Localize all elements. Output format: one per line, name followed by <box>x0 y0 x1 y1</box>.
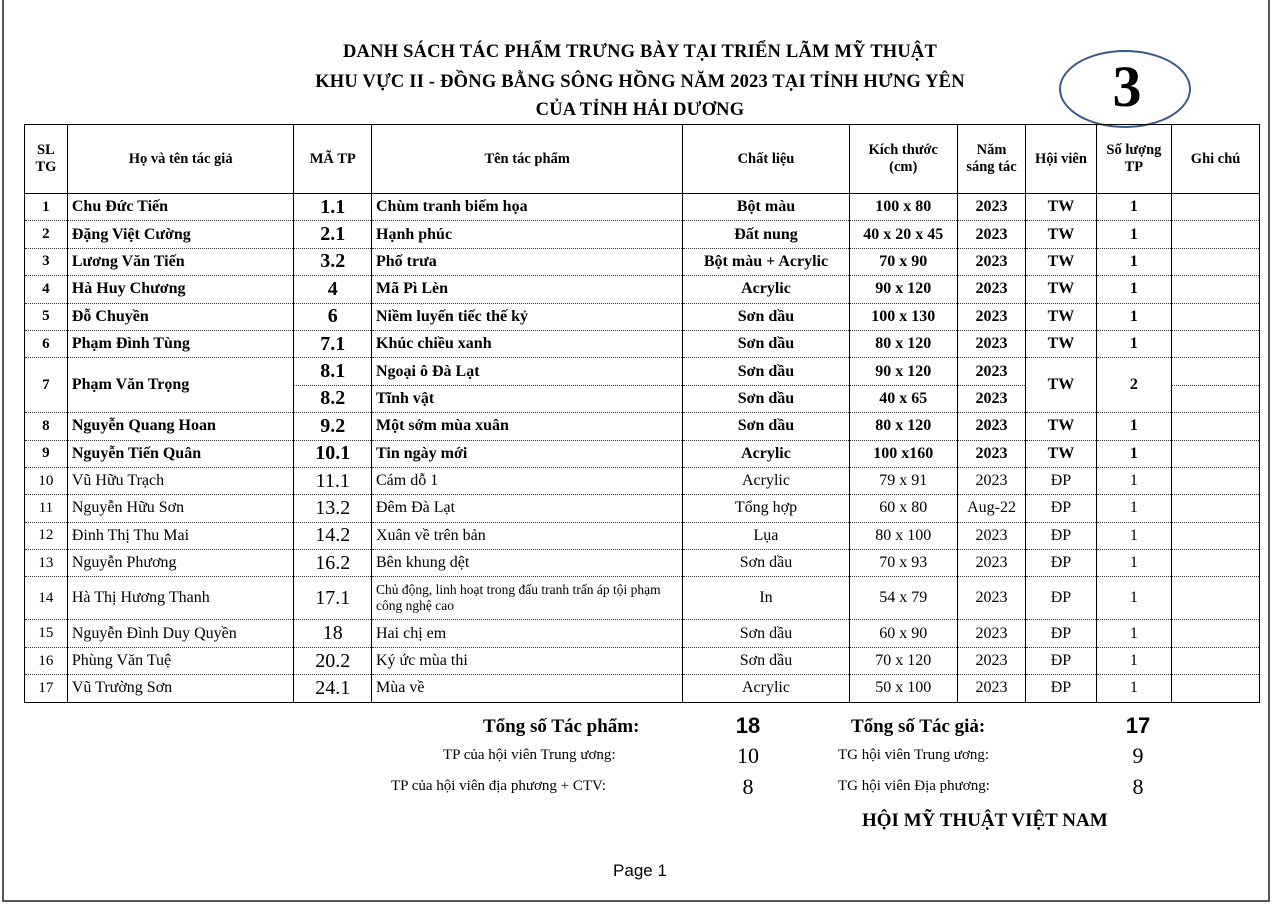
cell-material: Sơn dầu <box>683 358 849 385</box>
cell-note <box>1172 194 1260 221</box>
cell-code: 8.2 <box>294 385 372 412</box>
cell-work: Hai chị em <box>372 620 683 647</box>
header-material: Chất liệu <box>683 125 849 194</box>
cell-year: 2023 <box>957 303 1025 330</box>
cell-member: ĐP <box>1026 467 1096 494</box>
cell-qty: 1 <box>1096 221 1172 248</box>
cell-work: Bên khung dệt <box>372 550 683 577</box>
cell-code: 17.1 <box>294 577 372 620</box>
cell-material: Sơn dầu <box>683 330 849 357</box>
cell-sl: 5 <box>25 303 68 330</box>
table-row <box>25 330 1260 357</box>
cell-year: Aug-22 <box>957 495 1025 522</box>
cell-sl: 14 <box>25 577 68 620</box>
cell-member: TW <box>1026 358 1096 413</box>
cell-work: Tin ngày mới <box>372 440 683 467</box>
header-work: Tên tác phẩm <box>372 125 683 194</box>
header-sl: SL TG <box>25 125 68 194</box>
cell-size: 60 x 90 <box>849 620 957 647</box>
cell-note <box>1172 303 1260 330</box>
cell-work: Phố trưa <box>372 248 683 275</box>
cell-work: Niềm luyến tiếc thế kỷ <box>372 303 683 330</box>
cell-qty: 1 <box>1096 577 1172 620</box>
cell-size: 70 x 93 <box>849 550 957 577</box>
cell-year: 2023 <box>957 440 1025 467</box>
cell-member: TW <box>1026 276 1096 303</box>
cell-code: 4 <box>294 276 372 303</box>
cell-name: Hà Huy Chương <box>67 276 294 303</box>
cell-note <box>1172 467 1260 494</box>
cell-note <box>1172 620 1260 647</box>
table-row <box>25 440 1260 467</box>
cell-note <box>1172 413 1260 440</box>
cell-name: Phùng Văn Tuệ <box>67 647 294 674</box>
table-row <box>25 194 1260 221</box>
cell-size: 80 x 120 <box>849 413 957 440</box>
header-year: Năm sáng tác <box>957 125 1025 194</box>
cell-name: Đinh Thị Thu Mai <box>67 522 294 549</box>
cell-work: Đêm Đà Lạt <box>372 495 683 522</box>
cell-sl: 13 <box>25 550 68 577</box>
cell-name: Nguyễn Đình Duy Quyền <box>67 620 294 647</box>
cell-year: 2023 <box>957 647 1025 674</box>
cell-member: ĐP <box>1026 577 1096 620</box>
cell-size: 80 x 120 <box>849 330 957 357</box>
cell-code: 6 <box>294 303 372 330</box>
cell-size: 100 x160 <box>849 440 957 467</box>
cell-note <box>1172 577 1260 620</box>
cell-size: 100 x 80 <box>849 194 957 221</box>
dp-works-label: TP của hội viên địa phương + CTV: <box>391 778 606 794</box>
cell-name: Nguyễn Phương <box>67 550 294 577</box>
table-row <box>25 413 1260 440</box>
cell-material: Lụa <box>683 522 849 549</box>
cell-name: Vũ Hữu Trạch <box>67 467 294 494</box>
cell-material: In <box>683 577 849 620</box>
cell-size: 54 x 79 <box>849 577 957 620</box>
cell-note <box>1172 675 1260 702</box>
table-row <box>25 577 1260 620</box>
cell-member: TW <box>1026 330 1096 357</box>
cell-material: Sơn dầu <box>683 385 849 412</box>
total-authors-label: Tổng số Tác giả: <box>851 716 986 737</box>
cell-name: Nguyễn Quang Hoan <box>67 413 294 440</box>
dp-authors-value: 8 <box>1132 774 1144 799</box>
table-row <box>25 248 1260 275</box>
cell-work: Mùa về <box>372 675 683 702</box>
cell-member: TW <box>1026 248 1096 275</box>
cell-qty: 1 <box>1096 413 1172 440</box>
cell-member: ĐP <box>1026 550 1096 577</box>
dp-works-value: 8 <box>742 774 754 799</box>
cell-material: Sơn dầu <box>683 620 849 647</box>
cell-sl: 1 <box>25 194 68 221</box>
cell-code: 1.1 <box>294 194 372 221</box>
cell-note <box>1172 248 1260 275</box>
table-header-row <box>25 125 1260 194</box>
cell-size: 40 x 65 <box>849 385 957 412</box>
cell-code: 24.1 <box>294 675 372 702</box>
cell-work: Tĩnh vật <box>372 385 683 412</box>
cell-note <box>1172 276 1260 303</box>
cell-year: 2023 <box>957 522 1025 549</box>
cell-name: Đỗ Chuyền <box>67 303 294 330</box>
cell-work: Xuân về trên bản <box>372 522 683 549</box>
table-row <box>25 675 1260 702</box>
cell-sl: 17 <box>25 675 68 702</box>
header-name: Họ và tên tác giả <box>67 125 294 194</box>
cell-note <box>1172 647 1260 674</box>
cell-material: Acrylic <box>683 276 849 303</box>
cell-member: TW <box>1026 413 1096 440</box>
cell-work: Khúc chiều xanh <box>372 330 683 357</box>
cell-work: Ký ức mùa thi <box>372 647 683 674</box>
total-works-value: 18 <box>735 713 761 738</box>
tw-authors-value: 9 <box>1132 743 1144 768</box>
title-line-3: CỦA TỈNH HẢI DƯƠNG <box>535 100 745 120</box>
cell-qty: 1 <box>1096 647 1172 674</box>
organization-name: HỘI MỸ THUẬT VIỆT NAM <box>862 810 1108 831</box>
cell-name: Nguyễn Hữu Sơn <box>67 495 294 522</box>
cell-material: Acrylic <box>683 440 849 467</box>
cell-code: 3.2 <box>294 248 372 275</box>
cell-material: Sơn dầu <box>683 303 849 330</box>
cell-work: Một sớm mùa xuân <box>372 413 683 440</box>
cell-code: 9.2 <box>294 413 372 440</box>
cell-qty: 1 <box>1096 467 1172 494</box>
cell-work: Hạnh phúc <box>372 221 683 248</box>
cell-qty: 1 <box>1096 303 1172 330</box>
cell-sl: 15 <box>25 620 68 647</box>
page-footer: Page 1 <box>613 861 667 880</box>
cell-sl: 2 <box>25 221 68 248</box>
tw-authors-label: TG hội viên Trung ương: <box>838 747 990 763</box>
cell-material: Acrylic <box>683 675 849 702</box>
cell-code: 18 <box>294 620 372 647</box>
cell-size: 90 x 120 <box>849 358 957 385</box>
cell-material: Sơn dầu <box>683 647 849 674</box>
cell-year: 2023 <box>957 467 1025 494</box>
cell-member: TW <box>1026 303 1096 330</box>
cell-member: TW <box>1026 221 1096 248</box>
cell-year: 2023 <box>957 358 1025 385</box>
cell-size: 40 x 20 x 45 <box>849 221 957 248</box>
cell-size: 50 x 100 <box>849 675 957 702</box>
table-row <box>25 620 1260 647</box>
title-line-2: KHU VỰC II - ĐỒNG BẰNG SÔNG HỒNG NĂM 2023 TẠI TỈNH HƯNG YÊN <box>315 72 965 92</box>
total-authors-value: 17 <box>1125 713 1151 738</box>
cell-note <box>1172 330 1260 357</box>
cell-sl: 9 <box>25 440 68 467</box>
cell-size: 100 x 130 <box>849 303 957 330</box>
cell-material: Sơn dầu <box>683 413 849 440</box>
header-member: Hội viên <box>1026 125 1096 194</box>
cell-year: 2023 <box>957 330 1025 357</box>
cell-member: ĐP <box>1026 522 1096 549</box>
cell-size: 79 x 91 <box>849 467 957 494</box>
cell-note <box>1172 221 1260 248</box>
cell-code: 8.1 <box>294 358 372 385</box>
cell-qty: 1 <box>1096 276 1172 303</box>
cell-note <box>1172 385 1260 412</box>
artwork-table <box>24 124 1260 703</box>
header-code: MÃ TP <box>294 125 372 194</box>
tw-works-label: TP của hội viên Trung ương: <box>443 747 616 763</box>
cell-code: 10.1 <box>294 440 372 467</box>
cell-member: ĐP <box>1026 647 1096 674</box>
cell-qty: 2 <box>1096 358 1172 413</box>
cell-name: Nguyễn Tiến Quân <box>67 440 294 467</box>
cell-name: Phạm Đình Tùng <box>67 330 294 357</box>
cell-year: 2023 <box>957 413 1025 440</box>
dp-authors-label: TG hội viên Địa phương: <box>838 778 990 794</box>
cell-size: 70 x 120 <box>849 647 957 674</box>
cell-year: 2023 <box>957 221 1025 248</box>
cell-material: Bột màu <box>683 194 849 221</box>
cell-note <box>1172 440 1260 467</box>
cell-year: 2023 <box>957 385 1025 412</box>
cell-qty: 1 <box>1096 522 1172 549</box>
cell-qty: 1 <box>1096 495 1172 522</box>
cell-code: 11.1 <box>294 467 372 494</box>
cell-year: 2023 <box>957 248 1025 275</box>
cell-sl: 4 <box>25 276 68 303</box>
cell-year: 2023 <box>957 194 1025 221</box>
table-row <box>25 303 1260 330</box>
cell-size: 90 x 120 <box>849 276 957 303</box>
cell-qty: 1 <box>1096 248 1172 275</box>
cell-member: TW <box>1026 194 1096 221</box>
total-works-label: Tổng số Tác phẩm: <box>483 716 640 737</box>
cell-year: 2023 <box>957 577 1025 620</box>
cell-year: 2023 <box>957 276 1025 303</box>
tw-works-value: 10 <box>737 743 759 768</box>
cell-qty: 1 <box>1096 675 1172 702</box>
table-row <box>25 221 1260 248</box>
cell-work: Ngoại ô Đà Lạt <box>372 358 683 385</box>
cell-name: Đặng Việt Cường <box>67 221 294 248</box>
cell-member: ĐP <box>1026 675 1096 702</box>
cell-sl: 10 <box>25 467 68 494</box>
cell-material: Tổng hợp <box>683 495 849 522</box>
cell-qty: 1 <box>1096 330 1172 357</box>
cell-code: 13.2 <box>294 495 372 522</box>
table-row <box>25 647 1260 674</box>
cell-name: Chu Đức Tiến <box>67 194 294 221</box>
cell-size: 80 x 100 <box>849 522 957 549</box>
table-row <box>25 467 1260 494</box>
cell-sl: 8 <box>25 413 68 440</box>
cell-note <box>1172 495 1260 522</box>
cell-material: Sơn dầu <box>683 550 849 577</box>
badge-number: 3 <box>1112 54 1142 119</box>
cell-name: Vũ Trường Sơn <box>67 675 294 702</box>
cell-size: 70 x 90 <box>849 248 957 275</box>
cell-member: ĐP <box>1026 495 1096 522</box>
header-size: Kích thước (cm) <box>849 125 957 194</box>
cell-sl: 16 <box>25 647 68 674</box>
cell-note <box>1172 358 1260 385</box>
table-row <box>25 495 1260 522</box>
cell-qty: 1 <box>1096 194 1172 221</box>
cell-code: 7.1 <box>294 330 372 357</box>
cell-sl: 6 <box>25 330 68 357</box>
cell-material: Bột màu + Acrylic <box>683 248 849 275</box>
cell-year: 2023 <box>957 620 1025 647</box>
cell-sl: 11 <box>25 495 68 522</box>
cell-code: 14.2 <box>294 522 372 549</box>
cell-code: 16.2 <box>294 550 372 577</box>
table-row <box>25 358 1260 385</box>
table-row <box>25 550 1260 577</box>
cell-year: 2023 <box>957 550 1025 577</box>
cell-sl: 3 <box>25 248 68 275</box>
header-qty: Số lượng TP <box>1096 125 1172 194</box>
cell-qty: 1 <box>1096 620 1172 647</box>
cell-sl: 12 <box>25 522 68 549</box>
cell-sl: 7 <box>25 358 68 413</box>
cell-note <box>1172 550 1260 577</box>
title-line-1: DANH SÁCH TÁC PHẨM TRƯNG BÀY TẠI TRIỂN LÃM MỸ THUẬT <box>342 42 938 62</box>
cell-member: ĐP <box>1026 620 1096 647</box>
header-note: Ghi chú <box>1172 125 1260 194</box>
cell-work: Chùm tranh biếm họa <box>372 194 683 221</box>
cell-work: Mã Pì Lèn <box>372 276 683 303</box>
cell-name: Hà Thị Hương Thanh <box>67 577 294 620</box>
cell-code: 20.2 <box>294 647 372 674</box>
cell-size: 60 x 80 <box>849 495 957 522</box>
cell-material: Đất nung <box>683 221 849 248</box>
cell-qty: 1 <box>1096 550 1172 577</box>
table-row <box>25 522 1260 549</box>
table-row <box>25 276 1260 303</box>
cell-name: Phạm Văn Trọng <box>67 358 294 413</box>
cell-qty: 1 <box>1096 440 1172 467</box>
cell-note <box>1172 522 1260 549</box>
cell-code: 2.1 <box>294 221 372 248</box>
cell-work: Chủ động, linh hoạt trong đấu tranh trấn áp tội phạm công nghệ cao <box>372 577 683 620</box>
cell-material: Acrylic <box>683 467 849 494</box>
cell-name: Lương Văn Tiến <box>67 248 294 275</box>
cell-member: TW <box>1026 440 1096 467</box>
cell-work: Cám dỗ 1 <box>372 467 683 494</box>
cell-year: 2023 <box>957 675 1025 702</box>
